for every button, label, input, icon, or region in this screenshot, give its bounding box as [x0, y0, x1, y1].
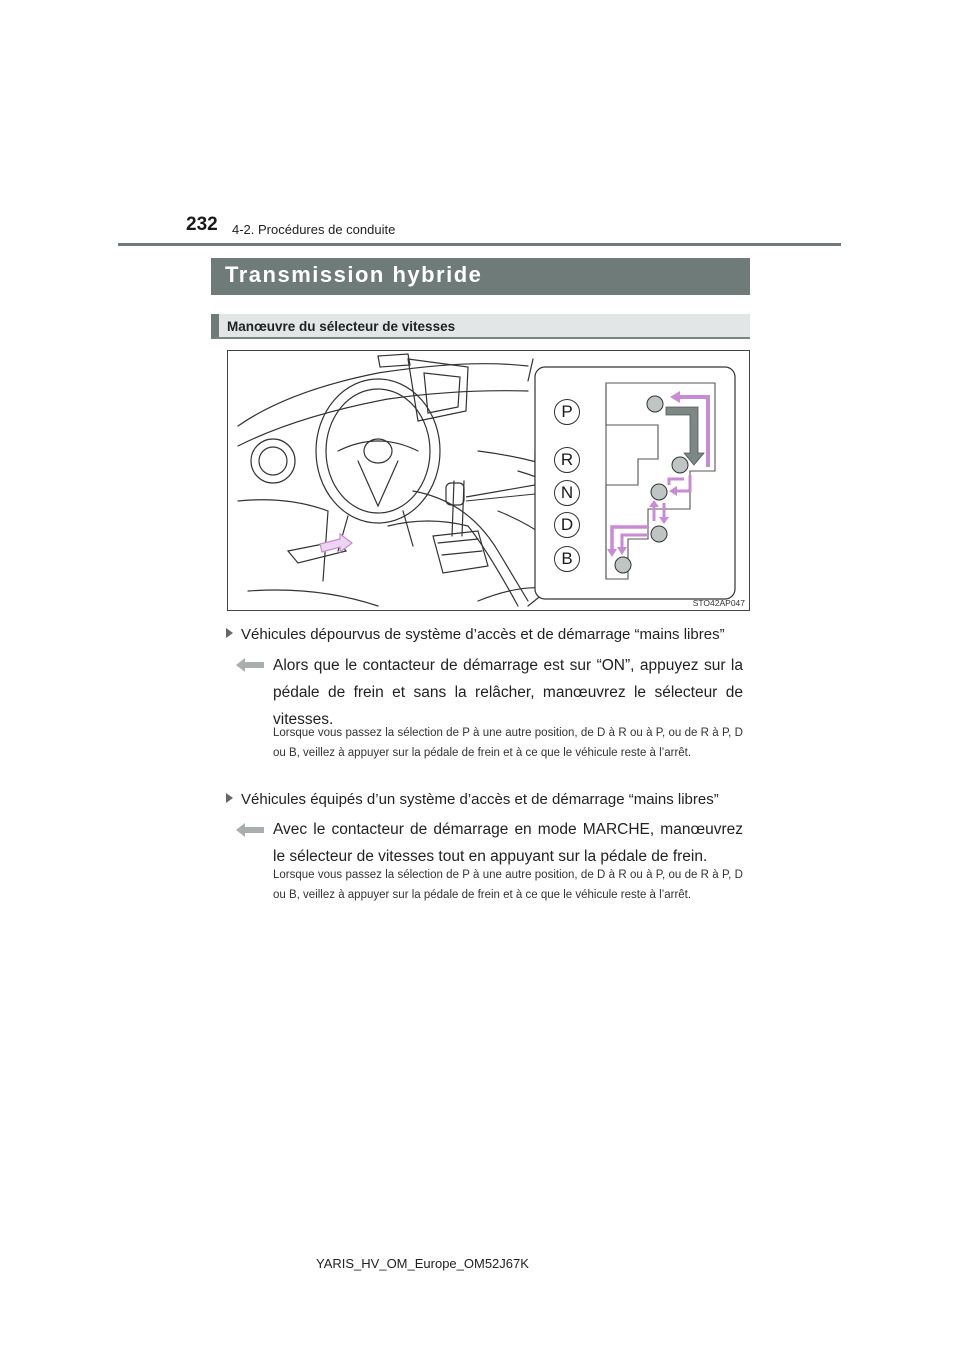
gear-label-r: R — [554, 447, 580, 473]
cockpit-drawing — [228, 351, 750, 611]
left-arrow-icon — [236, 823, 264, 842]
left-arrow-icon — [236, 658, 264, 677]
instruction-paragraph-1: Alors que le contacteur de démarrage est sur “ON”, appuyez sur la pédale de frein et sans la relâcher, manœuvrez le sélecteur de vitesses. — [273, 657, 743, 728]
document-footer: YARIS_HV_OM_Europe_OM52J67K — [316, 1256, 529, 1271]
section-subtitle: Manœuvre du sélecteur de vitesses — [211, 314, 750, 339]
gear-label-n: N — [554, 480, 580, 506]
figure-code: STO42AP047 — [692, 598, 745, 608]
shift-lever-illustration — [227, 350, 750, 611]
gear-label-p: P — [554, 399, 580, 425]
header-divider — [118, 243, 841, 246]
page-number: 232 — [186, 214, 218, 235]
gear-label-d: D — [554, 512, 580, 538]
note-paragraph-2: Lorsque vous passez la sélection de P à une autre position, de D à R ou à P, ou de R à P, D ou B, veillez à appuyer sur la pédale de frein et à ce que le véhicule reste à l’arrêt. — [273, 869, 743, 901]
triangle-bullet-icon — [226, 628, 233, 638]
section-heading-1: Véhicules dépourvus de système d’accès et de démarrage “mains libres” — [226, 626, 725, 643]
note-paragraph-1: Lorsque vous passez la sélection de P à une autre position, de D à R ou à P, ou de R à P, D ou B, veillez à appuyer sur la pédale de frein et à ce que le véhicule reste à l’arrêt. — [273, 727, 743, 759]
instruction-paragraph-2: Avec le contacteur de démarrage en mode MARCHE, manœuvrez le sélecteur de vitesses tout en appuyant sur la pédale de frein. — [273, 821, 743, 865]
gear-label-b: B — [554, 546, 580, 572]
section-heading-2: Véhicules équipés d’un système d’accès et de démarrage “mains libres” — [226, 791, 719, 808]
triangle-bullet-icon — [226, 793, 233, 803]
section-header: 4-2. Procédures de conduite — [232, 222, 396, 237]
page-title: Transmission hybride — [211, 258, 750, 295]
